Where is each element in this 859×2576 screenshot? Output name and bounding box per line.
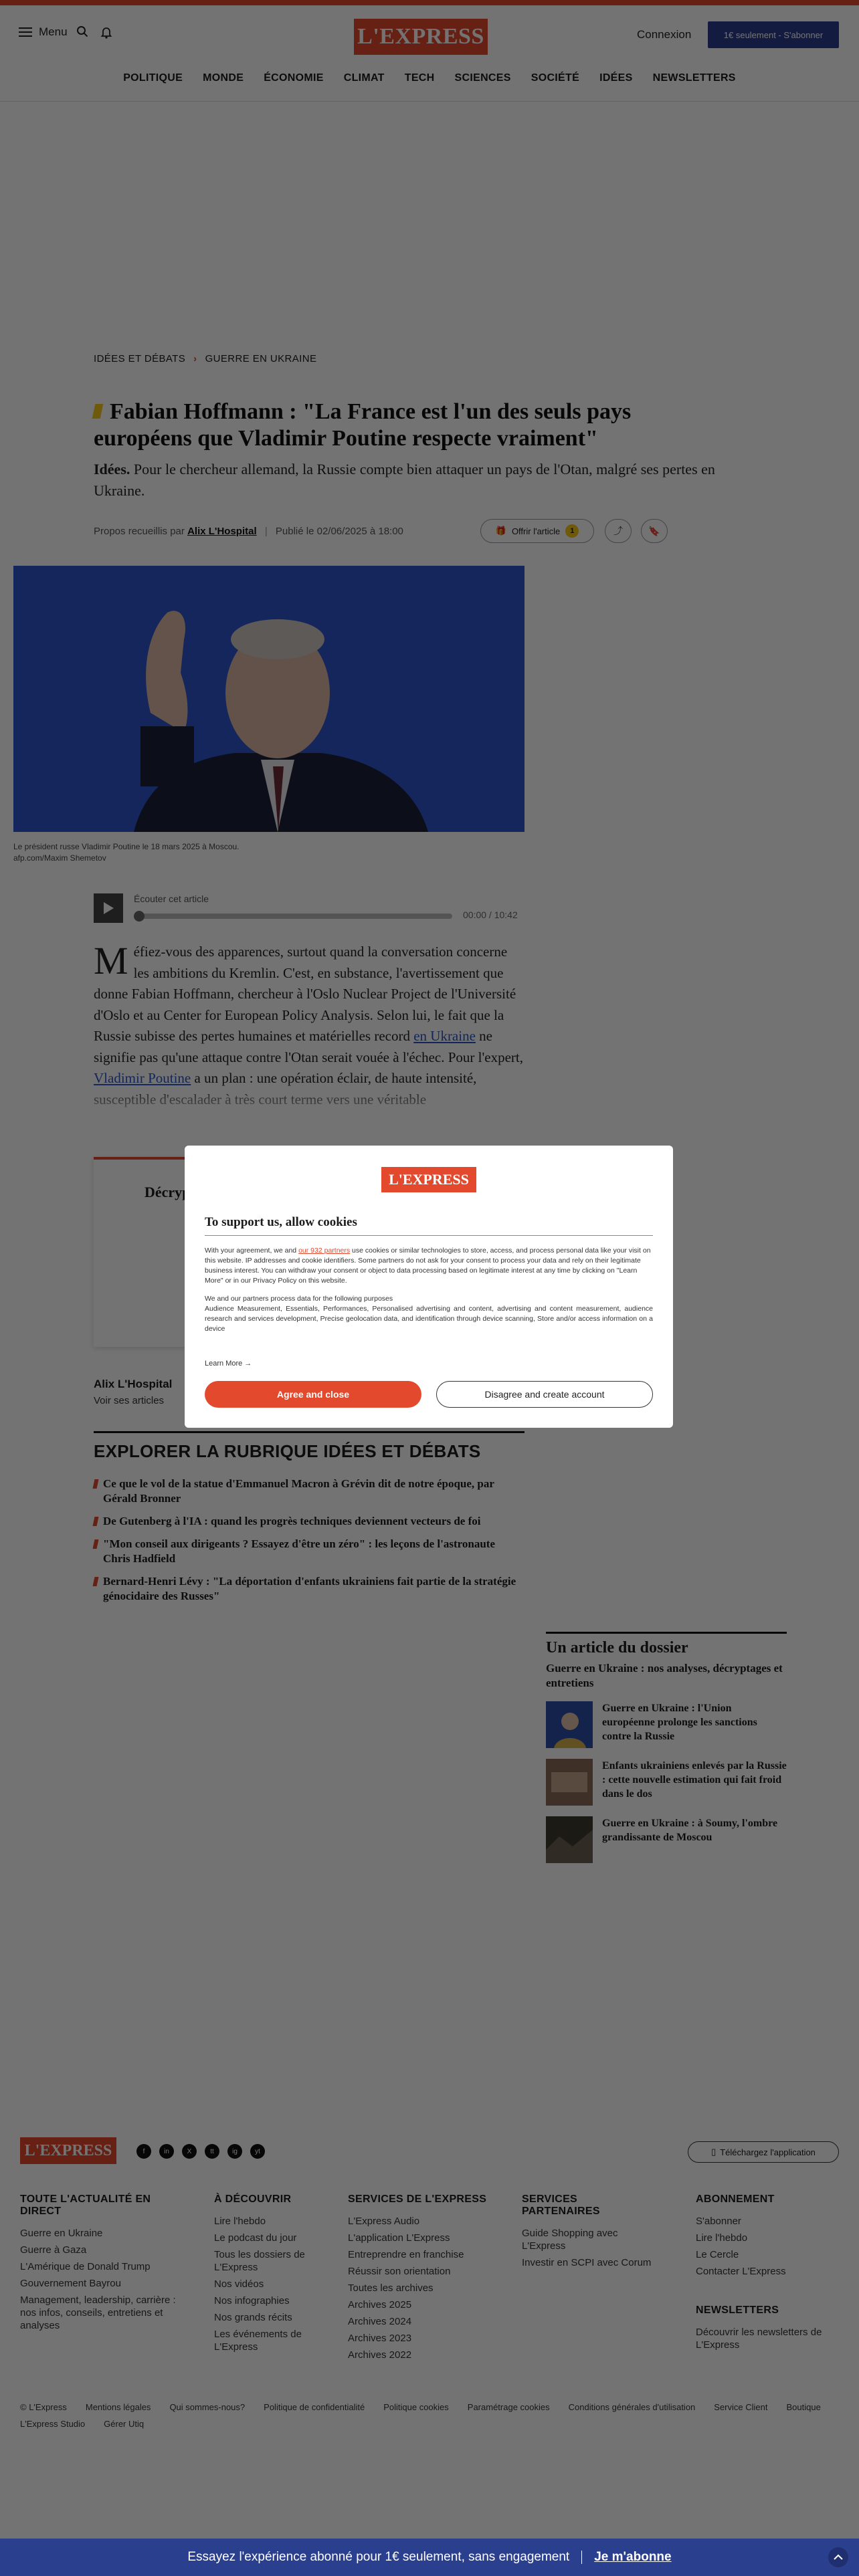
disagree-button[interactable]: Disagree and create account [436,1381,653,1408]
consent-p1b: use cookies or similar technologies to store, access, and process personal data like your visit on this website. IP addresses and cookie identifiers. Some partners do not ask for your consent to process your data and rely on their legitimate business interest. You can withdraw your consent or object to data processing based on legitimate interest at any time by clicking on "Learn More" or in our Privacy Policy on this website. [205,1247,651,1285]
cookie-consent-dialog [185,1146,673,1428]
chevron-up-icon[interactable] [828,2547,848,2567]
learn-more-link[interactable]: Learn More → [205,1360,252,1368]
consent-logo: L'EXPRESS [381,1167,476,1192]
partners-link[interactable]: our 932 partners [298,1247,351,1255]
agree-button[interactable]: Agree and close [205,1381,421,1408]
consent-p1a: With your agreement, we and [205,1247,299,1255]
banner-divider [581,2551,582,2564]
consent-text [205,1246,653,1342]
banner-text: Essayez l'expérience abonné pour 1€ seulement, sans engagement [187,2550,570,2564]
subscribe-banner [0,2539,859,2576]
banner-subscribe-link[interactable]: Je m'abonne [594,2550,672,2564]
consent-p2: We and our partners process data for the following purposes [205,1295,393,1303]
consent-p3: Audience Measurement, Essentials, Performances, Personalised advertising and content, advertising and content measurement, audience research and services development, Precise geolocation data, and identification through device scanning, Store and/or access information on a device [205,1305,653,1333]
consent-title: To support us, allow cookies [205,1215,653,1236]
